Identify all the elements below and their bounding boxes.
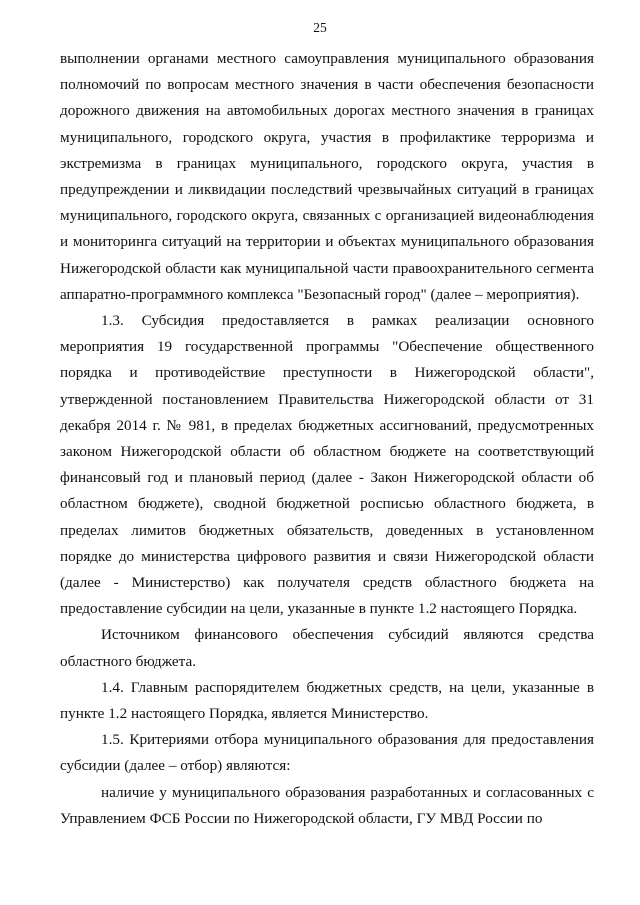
page-number: 25 [313, 20, 327, 35]
paragraph-clause-1-4: 1.4. Главным распорядителем бюджетных средств, на цели, указанные в пункте 1.2 настоящего Порядка, является Министерство. [60, 678, 594, 723]
paragraph-funding-source: Источником финансового обеспечения субсидий являются средства областного бюджета. [60, 626, 594, 670]
paragraph-clause-1-5: 1.5. Критериями отбора муниципального образования для предоставления субсидии (далее – отбор) являются: [60, 731, 594, 775]
paragraph-clause-1-3: 1.3. Субсидия предоставляется в рамках реализации основного мероприятия 19 государственной программы "Обеспечение общественного порядка и противодействие преступности в Нижегородской области", утвержденной постановлением Правительства Нижегородской области от 31 декабря 2014 г. № 981, в пределах бюджетных ассигнований, предусмотренных законом Нижегородской области об областном бюджете на соответствующий финансовый год и плановый период (далее - Закон Нижегородской области об областном бюджете), сводной бюджетной росписью областного бюджета, в пределах лимитов бюджетных обязательств, доведенных в установленном порядке до министерства цифрового развития и связи Нижегородской области (далее - Министерство) как получателя средств областного бюджета на предоставление субсидии на цели, указанные в пункте 1.2 настоящего Порядка. [60, 312, 594, 618]
paragraph-criterion-1: наличие у муниципального образования разработанных и согласованных с Управлением ФСБ России по Нижегородской области, ГУ МВД России по [60, 783, 594, 827]
paragraph-continuation: выполнении органами местного самоуправления муниципального образования полномочий по вопросам местного значения в части обеспечения безопасности дорожного движения на автомобильных дорогах местного значения в границах муниципального, городского округа, участия в профилактике терроризма и экстремизма в границах муниципального, городского округа, участия в предупреждении и ликвидации последствий чрезвычайных ситуаций в границах муниципального, городского округа, связанных с организацией видеонаблюдения и мониторинга ситуаций на территории и объектах муниципального образования Нижегородской области как муниципальной части правоохранительного сегмента аппаратно-программного комплекса "Безопасный город" (далее – мероприятия). [60, 50, 594, 303]
document-body [60, 46, 594, 832]
